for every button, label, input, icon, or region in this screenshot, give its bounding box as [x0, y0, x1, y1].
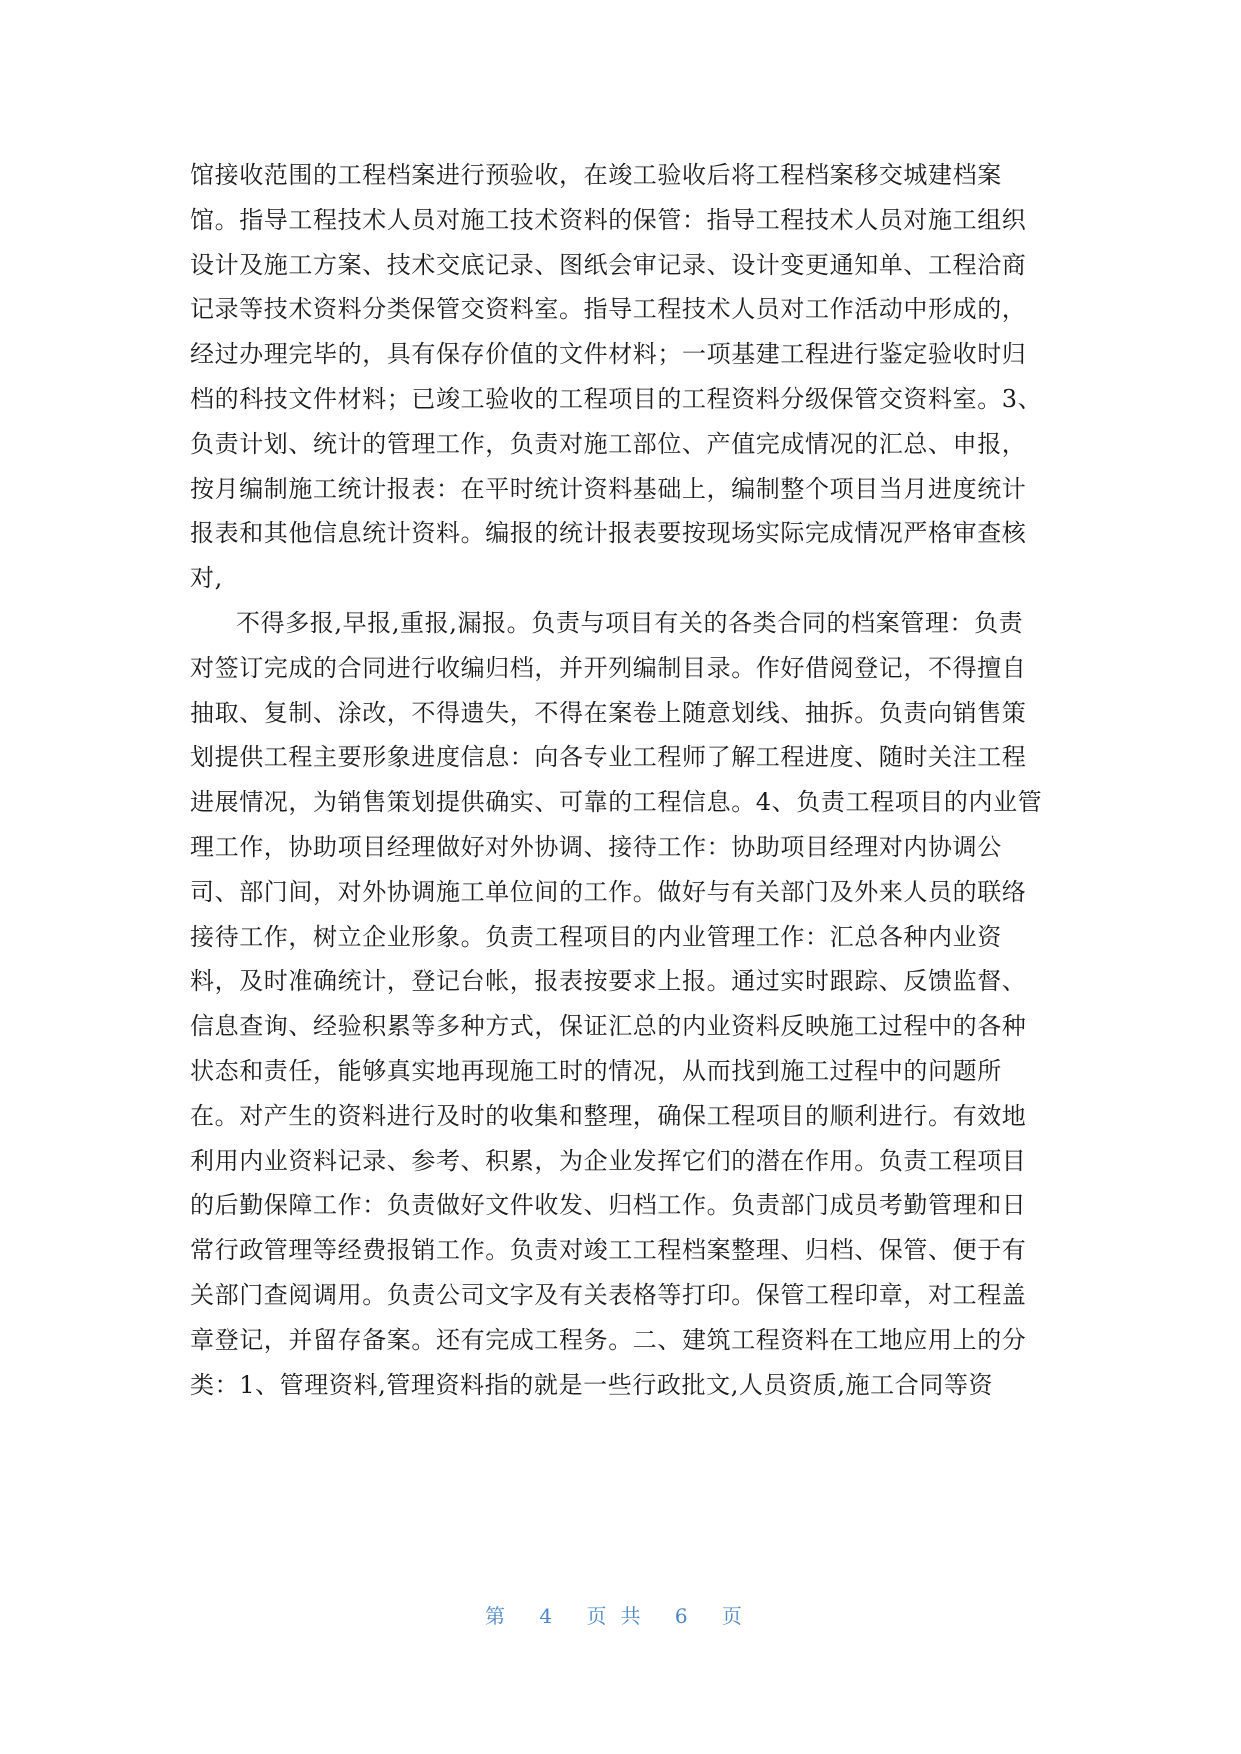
document-body — [190, 153, 1060, 1407]
text-line: 信息查询、经验积累等多种方式，保证汇总的内业资料反映施工过程中的各种 — [190, 1012, 1027, 1041]
text-line: 馆。指导工程技术人员对施工技术资料的保管：指导工程技术人员对施工组织 — [190, 205, 1027, 234]
text-line: 理工作，协助项目经理做好对外协调、接待工作：协助项目经理对内协调公 — [190, 832, 1002, 861]
text-line: 划提供工程主要形象进度信息：向各专业工程师了解工程进度、随时关注工程 — [190, 743, 1027, 772]
paragraph-1 — [190, 153, 1060, 601]
paragraph-2 — [190, 601, 1060, 1407]
text-line: 抽取、复制、涂改，不得遗失，不得在案卷上随意划线、抽拆。负责向销售策 — [190, 698, 1027, 727]
text-line: 料，及时准确统计，登记台帐，报表按要求上报。通过实时跟踪、反馈监督、 — [190, 967, 1027, 996]
text-line: 司、部门间，对外协调施工单位间的工作。做好与有关部门及外来人员的联络 — [190, 877, 1027, 906]
text-line: 对签订完成的合同进行收编归档，并开列编制目录。作好借阅登记，不得擅自 — [190, 653, 1027, 682]
text-line: 设计及施工方案、技术交底记录、图纸会审记录、设计变更通知单、工程洽商 — [190, 250, 1027, 279]
text-line: 章登记，并留存备案。还有完成工程务。二、建筑工程资料在工地应用上的分 — [190, 1325, 1027, 1354]
text-line: 关部门查阅调用。负责公司文字及有关表格等打印。保管工程印章，对工程盖 — [190, 1280, 1027, 1309]
text-line: 利用内业资料记录、参考、积累，为企业发挥它们的潜在作用。负责工程项目 — [190, 1146, 1027, 1175]
text-line: 馆接收范围的工程档案进行预验收，在竣工验收后将工程档案移交城建档案 — [190, 161, 1002, 189]
text-line: 负责计划、统计的管理工作，负责对施工部位、产值完成情况的汇总、申报， — [190, 429, 1027, 458]
page-number-footer: 第 4 页共 6 页 — [485, 1604, 756, 1628]
text-line: 不得多报,早报,重报,漏报。负责与项目有关的各类合同的档案管理：负责 — [236, 608, 1024, 637]
text-line: 报表和其他信息统计资料。编报的统计报表要按现场实际完成情况严格审查核 — [190, 519, 1027, 548]
text-line: 按月编制施工统计报表：在平时统计资料基础上，编制整个项目当月进度统计 — [190, 474, 1027, 503]
text-line: 的后勤保障工作：负责做好文件收发、归档工作。负责部门成员考勤管理和日 — [190, 1191, 1027, 1220]
text-line: 对, — [190, 564, 223, 593]
text-line: 状态和责任，能够真实地再现施工时的情况，从而找到施工过程中的问题所 — [190, 1056, 1002, 1085]
text-line: 记录等技术资料分类保管交资料室。指导工程技术人员对工作活动中形成的， — [190, 295, 1027, 324]
text-line: 经过办理完毕的，具有保存价值的文件材料；一项基建工程进行鉴定验收时归 — [190, 340, 1027, 369]
text-line: 进展情况，为销售策划提供确实、可靠的工程信息。4、负责工程项目的内业管 — [190, 788, 1043, 817]
text-line: 在。对产生的资料进行及时的收集和整理，确保工程项目的顺利进行。有效地 — [190, 1101, 1027, 1130]
text-line: 类：1、管理资料,管理资料指的就是一些行政批文,人员资质,施工合同等资 — [190, 1370, 994, 1399]
text-line: 档的科技文件材料；已竣工验收的工程项目的工程资料分级保管交资料室。3、 — [190, 384, 1043, 413]
text-line: 常行政管理等经费报销工作。负责对竣工工程档案整理、归档、保管、便于有 — [190, 1236, 1027, 1265]
text-line: 接待工作，树立企业形象。负责工程项目的内业管理工作：汇总各种内业资 — [190, 922, 1002, 951]
